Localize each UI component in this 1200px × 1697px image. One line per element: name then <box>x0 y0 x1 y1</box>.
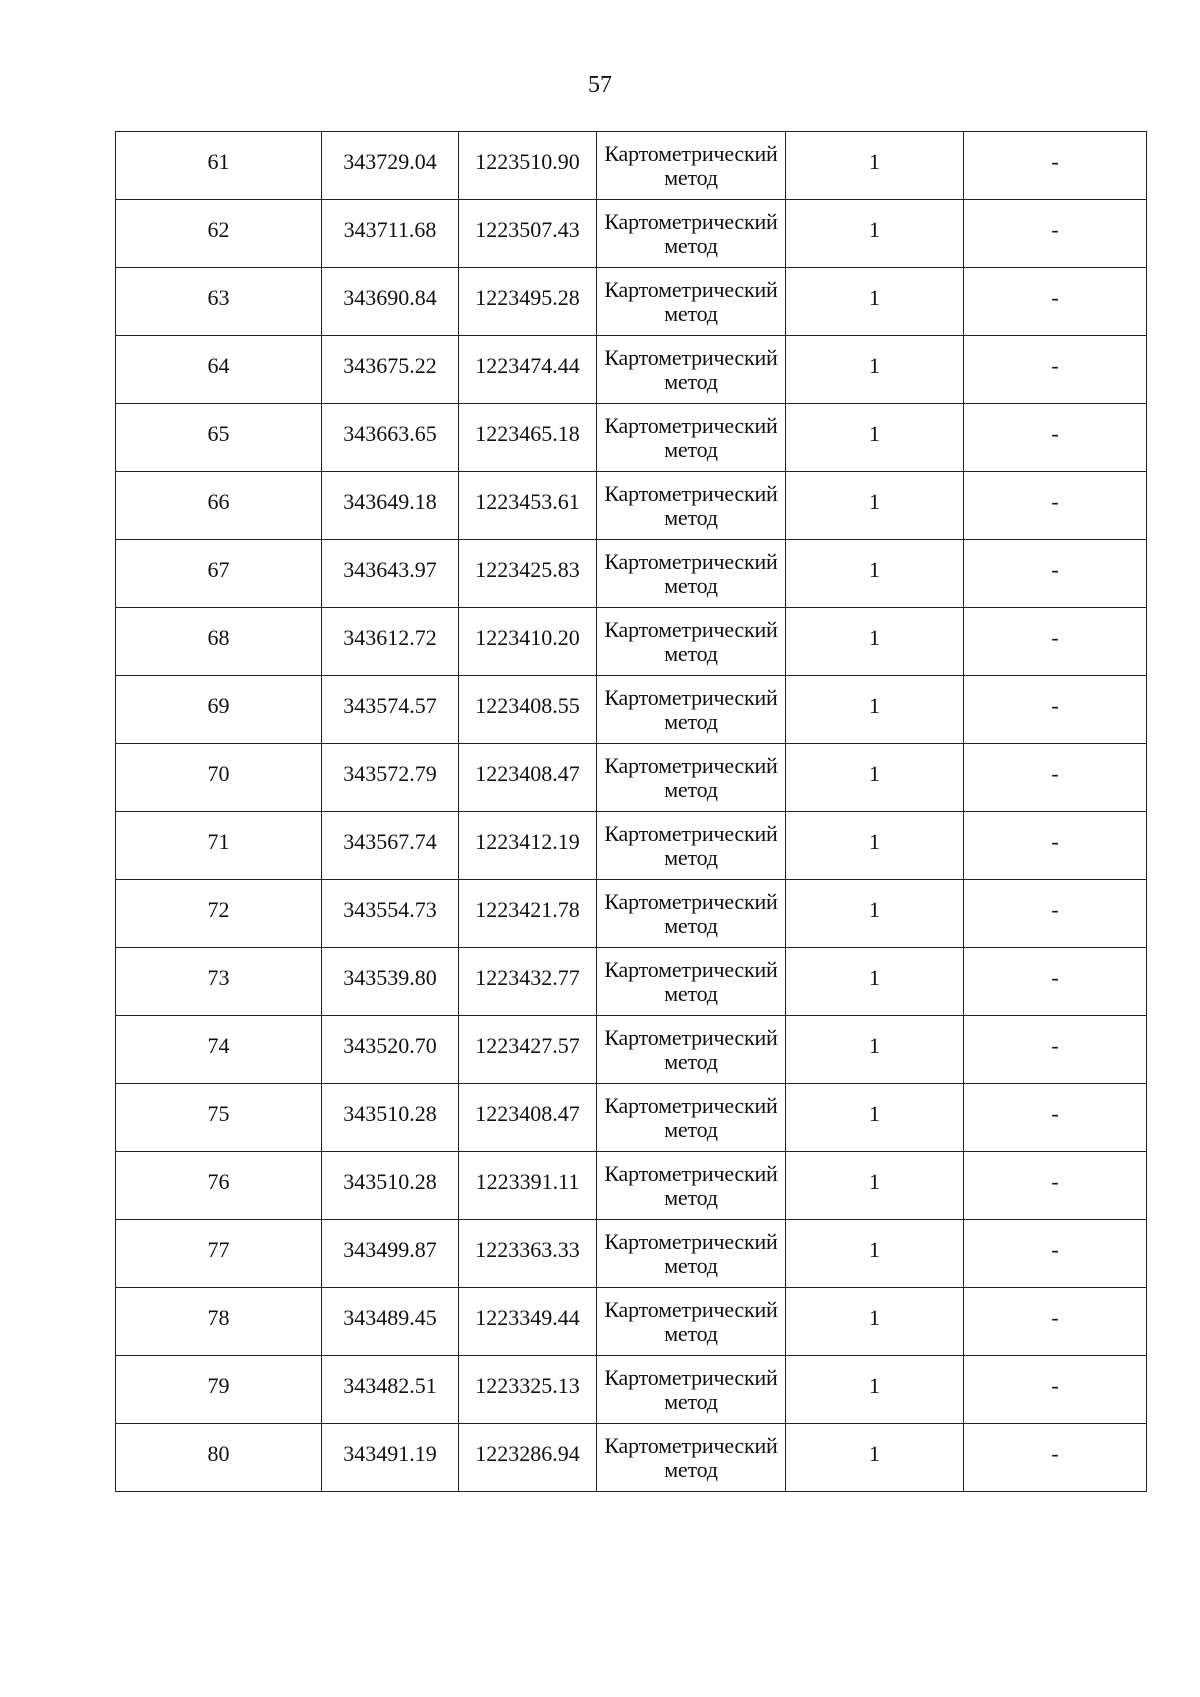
x-coordinate-cell: 343539.80 <box>322 948 459 1016</box>
y-coordinate-cell: 1223325.13 <box>459 1356 597 1424</box>
point-number-cell: 79 <box>116 1356 322 1424</box>
method-cell: Картометрический метод <box>597 676 786 744</box>
table-row <box>116 1220 1147 1288</box>
x-coordinate-cell: 343482.51 <box>322 1356 459 1424</box>
method-cell: Картометрический метод <box>597 1152 786 1220</box>
point-number-cell: 69 <box>116 676 322 744</box>
table-row <box>116 948 1147 1016</box>
table-row <box>116 608 1147 676</box>
note-cell: - <box>964 1152 1147 1220</box>
accuracy-cell: 1 <box>786 1220 964 1288</box>
note-cell: - <box>964 880 1147 948</box>
point-number-cell: 71 <box>116 812 322 880</box>
table-row <box>116 880 1147 948</box>
accuracy-cell: 1 <box>786 1356 964 1424</box>
point-number-cell: 72 <box>116 880 322 948</box>
note-cell: - <box>964 676 1147 744</box>
x-coordinate-cell: 343612.72 <box>322 608 459 676</box>
coordinates-table-body <box>116 132 1147 1492</box>
accuracy-cell: 1 <box>786 404 964 472</box>
table-row <box>116 812 1147 880</box>
note-cell: - <box>964 1424 1147 1492</box>
method-cell: Картометрический метод <box>597 1356 786 1424</box>
accuracy-cell: 1 <box>786 1084 964 1152</box>
accuracy-cell: 1 <box>786 1016 964 1084</box>
x-coordinate-cell: 343510.28 <box>322 1152 459 1220</box>
x-coordinate-cell: 343663.65 <box>322 404 459 472</box>
note-cell: - <box>964 540 1147 608</box>
method-cell: Картометрический метод <box>597 812 786 880</box>
method-cell: Картометрический метод <box>597 1016 786 1084</box>
y-coordinate-cell: 1223408.47 <box>459 1084 597 1152</box>
note-cell: - <box>964 812 1147 880</box>
x-coordinate-cell: 343554.73 <box>322 880 459 948</box>
note-cell: - <box>964 336 1147 404</box>
x-coordinate-cell: 343567.74 <box>322 812 459 880</box>
table-row <box>116 1152 1147 1220</box>
accuracy-cell: 1 <box>786 268 964 336</box>
x-coordinate-cell: 343711.68 <box>322 200 459 268</box>
table-row <box>116 1084 1147 1152</box>
y-coordinate-cell: 1223425.83 <box>459 540 597 608</box>
table-row <box>116 132 1147 200</box>
x-coordinate-cell: 343690.84 <box>322 268 459 336</box>
method-cell: Картометрический метод <box>597 1220 786 1288</box>
x-coordinate-cell: 343510.28 <box>322 1084 459 1152</box>
method-cell: Картометрический метод <box>597 608 786 676</box>
table-row <box>116 404 1147 472</box>
note-cell: - <box>964 200 1147 268</box>
coordinates-table <box>115 131 1147 1492</box>
method-cell: Картометрический метод <box>597 880 786 948</box>
y-coordinate-cell: 1223453.61 <box>459 472 597 540</box>
y-coordinate-cell: 1223363.33 <box>459 1220 597 1288</box>
accuracy-cell: 1 <box>786 608 964 676</box>
x-coordinate-cell: 343572.79 <box>322 744 459 812</box>
point-number-cell: 75 <box>116 1084 322 1152</box>
method-cell: Картометрический метод <box>597 200 786 268</box>
note-cell: - <box>964 744 1147 812</box>
table-row <box>116 268 1147 336</box>
method-cell: Картометрический метод <box>597 132 786 200</box>
method-cell: Картометрический метод <box>597 1084 786 1152</box>
y-coordinate-cell: 1223391.11 <box>459 1152 597 1220</box>
x-coordinate-cell: 343499.87 <box>322 1220 459 1288</box>
note-cell: - <box>964 1016 1147 1084</box>
y-coordinate-cell: 1223410.20 <box>459 608 597 676</box>
accuracy-cell: 1 <box>786 336 964 404</box>
note-cell: - <box>964 1084 1147 1152</box>
x-coordinate-cell: 343489.45 <box>322 1288 459 1356</box>
point-number-cell: 73 <box>116 948 322 1016</box>
y-coordinate-cell: 1223349.44 <box>459 1288 597 1356</box>
x-coordinate-cell: 343491.19 <box>322 1424 459 1492</box>
accuracy-cell: 1 <box>786 948 964 1016</box>
accuracy-cell: 1 <box>786 744 964 812</box>
point-number-cell: 76 <box>116 1152 322 1220</box>
table-row <box>116 744 1147 812</box>
point-number-cell: 61 <box>116 132 322 200</box>
method-cell: Картометрический метод <box>597 336 786 404</box>
note-cell: - <box>964 608 1147 676</box>
table-row <box>116 1356 1147 1424</box>
point-number-cell: 80 <box>116 1424 322 1492</box>
point-number-cell: 62 <box>116 200 322 268</box>
point-number-cell: 78 <box>116 1288 322 1356</box>
y-coordinate-cell: 1223412.19 <box>459 812 597 880</box>
accuracy-cell: 1 <box>786 540 964 608</box>
x-coordinate-cell: 343729.04 <box>322 132 459 200</box>
accuracy-cell: 1 <box>786 1288 964 1356</box>
point-number-cell: 66 <box>116 472 322 540</box>
x-coordinate-cell: 343675.22 <box>322 336 459 404</box>
method-cell: Картометрический метод <box>597 268 786 336</box>
x-coordinate-cell: 343643.97 <box>322 540 459 608</box>
note-cell: - <box>964 1220 1147 1288</box>
point-number-cell: 74 <box>116 1016 322 1084</box>
table-row <box>116 200 1147 268</box>
y-coordinate-cell: 1223495.28 <box>459 268 597 336</box>
note-cell: - <box>964 1356 1147 1424</box>
point-number-cell: 67 <box>116 540 322 608</box>
point-number-cell: 77 <box>116 1220 322 1288</box>
x-coordinate-cell: 343574.57 <box>322 676 459 744</box>
y-coordinate-cell: 1223507.43 <box>459 200 597 268</box>
y-coordinate-cell: 1223286.94 <box>459 1424 597 1492</box>
y-coordinate-cell: 1223474.44 <box>459 336 597 404</box>
point-number-cell: 63 <box>116 268 322 336</box>
y-coordinate-cell: 1223421.78 <box>459 880 597 948</box>
table-row <box>116 1424 1147 1492</box>
x-coordinate-cell: 343520.70 <box>322 1016 459 1084</box>
note-cell: - <box>964 404 1147 472</box>
note-cell: - <box>964 948 1147 1016</box>
accuracy-cell: 1 <box>786 1424 964 1492</box>
note-cell: - <box>964 472 1147 540</box>
table-row <box>116 472 1147 540</box>
note-cell: - <box>964 1288 1147 1356</box>
method-cell: Картометрический метод <box>597 1288 786 1356</box>
point-number-cell: 68 <box>116 608 322 676</box>
point-number-cell: 70 <box>116 744 322 812</box>
accuracy-cell: 1 <box>786 1152 964 1220</box>
page-number: 57 <box>588 72 612 98</box>
y-coordinate-cell: 1223510.90 <box>459 132 597 200</box>
method-cell: Картометрический метод <box>597 472 786 540</box>
table-row <box>116 676 1147 744</box>
y-coordinate-cell: 1223465.18 <box>459 404 597 472</box>
x-coordinate-cell: 343649.18 <box>322 472 459 540</box>
method-cell: Картометрический метод <box>597 1424 786 1492</box>
y-coordinate-cell: 1223432.77 <box>459 948 597 1016</box>
accuracy-cell: 1 <box>786 472 964 540</box>
method-cell: Картометрический метод <box>597 948 786 1016</box>
table-row <box>116 1288 1147 1356</box>
method-cell: Картометрический метод <box>597 540 786 608</box>
table-row <box>116 540 1147 608</box>
accuracy-cell: 1 <box>786 880 964 948</box>
method-cell: Картометрический метод <box>597 744 786 812</box>
note-cell: - <box>964 268 1147 336</box>
method-cell: Картометрический метод <box>597 404 786 472</box>
y-coordinate-cell: 1223408.47 <box>459 744 597 812</box>
y-coordinate-cell: 1223427.57 <box>459 1016 597 1084</box>
accuracy-cell: 1 <box>786 812 964 880</box>
note-cell: - <box>964 132 1147 200</box>
point-number-cell: 65 <box>116 404 322 472</box>
y-coordinate-cell: 1223408.55 <box>459 676 597 744</box>
accuracy-cell: 1 <box>786 132 964 200</box>
accuracy-cell: 1 <box>786 200 964 268</box>
accuracy-cell: 1 <box>786 676 964 744</box>
table-row <box>116 1016 1147 1084</box>
table-row <box>116 336 1147 404</box>
point-number-cell: 64 <box>116 336 322 404</box>
